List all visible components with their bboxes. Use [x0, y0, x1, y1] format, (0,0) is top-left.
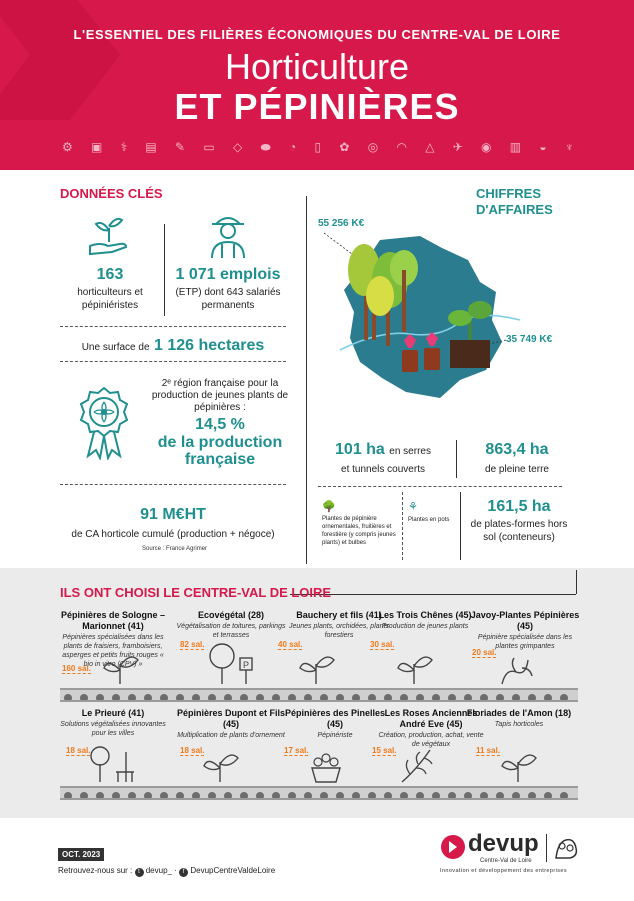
horticulteurs-value: 163	[96, 266, 124, 283]
serres-label-b: et tunnels couverts	[341, 464, 425, 475]
gear-icon: ⚙	[62, 140, 73, 154]
company-desc: Pépinières spécialisées dans les plants de fraisiers, framboisiers, asperges et petits fruits rouges « bio in vitro (CPV) »	[62, 634, 164, 668]
company-name: Le Prieuré (41)	[81, 708, 145, 718]
box-icon: ◇	[232, 140, 243, 154]
sprout-icon	[200, 746, 240, 784]
company-desc: Pépinériste	[317, 732, 353, 739]
connector-line	[576, 570, 577, 594]
company-name: Pépinières Dupont et Fils (45)	[176, 708, 286, 729]
employee-count: 18 sal.	[180, 746, 205, 755]
divider-vertical	[456, 440, 457, 478]
climbing-plant-icon	[496, 648, 536, 686]
social-prefix: Retrouvez-nous sur :	[58, 866, 133, 875]
plane-icon: ✈	[452, 140, 463, 154]
company-card	[176, 708, 286, 740]
tractor-icon: ◉	[481, 140, 492, 154]
pleine-terre-value: 863,4 ha	[485, 441, 549, 458]
company-name: Floriades de l'Amon (18)	[466, 708, 572, 718]
surface-prefix: Une surface de	[81, 342, 150, 353]
employee-count: 11 sal.	[476, 746, 501, 755]
park-bench-icon	[86, 744, 140, 784]
jobs-label: (ETP) dont 643 salariés permanents	[175, 287, 281, 311]
svg-text:P: P	[243, 660, 250, 670]
headset-icon: ◠	[396, 140, 407, 154]
employee-count: 17 sal.	[284, 746, 309, 755]
hors-sol-label: de plates-formes hors sol (conteneurs)	[470, 519, 568, 543]
bottle-icon: ▯	[314, 140, 322, 154]
conveyor-belt-top	[60, 688, 578, 702]
company-desc: Production de jeunes plants	[381, 623, 469, 630]
jobs-value: 1 071 emplois	[175, 266, 281, 283]
page-title-line2: ET PÉPINIÈRES	[174, 86, 460, 127]
company-card	[280, 708, 390, 740]
sprout-icon	[498, 746, 538, 784]
twitter-icon: t	[135, 868, 144, 877]
truck-icon: ▭	[203, 140, 215, 154]
company-name: Les Trois Chênes (45)	[378, 610, 472, 620]
ca-label: de CA horticole cumulé (production + négoce)	[71, 529, 275, 540]
region-value: 14,5 %	[195, 416, 245, 433]
company-name: Ecovégétal (28)	[197, 610, 265, 620]
revenue-pots-value: 35 749 K€	[506, 334, 553, 345]
legend-pots-label: Plantes en pots	[408, 517, 450, 523]
company-desc: Jeunes plants, orchidées, plants forestiers	[288, 623, 389, 639]
employee-count: 30 sal.	[370, 640, 395, 649]
fuel-icon: ◔	[288, 140, 297, 154]
company-card	[370, 610, 480, 631]
barrel-icon: ▥	[509, 140, 522, 154]
company-desc: Multiplication de plants d'ornement	[177, 732, 285, 739]
employee-count: 15 sal.	[372, 746, 397, 755]
company-desc: Création, production, achat, vente de végétaux	[378, 732, 484, 748]
leaf-branch-icon	[396, 746, 436, 784]
header-overline: L'ESSENTIEL DES FILIÈRES ÉCONOMIQUES DU CENTRE-VAL DE LOIRE	[73, 27, 561, 42]
company-name: Les Roses Anciennes André Eve (45)	[384, 708, 478, 729]
ca-value: 91 M€HT	[140, 506, 206, 523]
publication-date: OCT. 2023	[58, 848, 104, 861]
plant-icon: ✿	[339, 140, 350, 154]
award-rosette-icon	[74, 384, 134, 460]
horticulteurs-label: horticulteurs et pépiniéristes	[77, 287, 143, 311]
chip-icon: ▣	[91, 140, 103, 154]
pot-legend-icon: ⚘	[408, 501, 418, 513]
serres-value: 101 ha	[335, 441, 385, 458]
globe-icon: ◎	[367, 140, 379, 154]
cheese-icon: ◒	[539, 140, 547, 154]
company-card	[58, 708, 168, 738]
devup-logo	[440, 828, 580, 878]
company-desc: Solutions végétalisées innovantes pour les villes	[60, 721, 166, 737]
company-name: Javoy-Plantes Pépinières (45)	[470, 610, 580, 631]
sprout-icon	[394, 648, 434, 686]
revenue-title	[476, 186, 553, 218]
companies-title: ILS ONT CHOISI LE CENTRE-VAL DE LOIRE	[60, 585, 332, 600]
legend-trees-label: Plantes de pépinière ornementales, fruitières et forestière (y compris jeunes plants) et bulbes	[322, 516, 396, 546]
revenue-title-line1: CHIFFRES	[476, 186, 541, 201]
car-icon: ⬬	[260, 139, 271, 154]
devup-logo-mark	[440, 834, 466, 860]
source-note: Source : France Agrimer	[142, 546, 208, 552]
sprout-icon	[296, 648, 336, 686]
sector-icon-strip	[62, 136, 574, 158]
company-name: Pépinières des Pinelles (45)	[284, 708, 386, 729]
region-value-label: de la production française	[157, 434, 283, 468]
divider-vertical	[164, 224, 165, 316]
key-data-title: DONNÉES CLÉS	[60, 186, 163, 201]
devup-logo-text: devup	[468, 830, 539, 857]
tree-legend-icon: 🌳	[322, 501, 336, 513]
region-emblem-icon	[552, 832, 580, 862]
twitter-handle[interactable]: devup_	[145, 866, 172, 875]
divider-vertical	[460, 492, 461, 560]
company-desc: Tapis horticoles	[494, 721, 544, 728]
devup-logo-sub: Centre-Val de Loire	[480, 858, 532, 864]
company-desc: Végétalisation de toitures, parkings et terrasses	[176, 623, 286, 639]
revenue-trees-value: 55 256 K€	[318, 218, 365, 229]
company-card	[464, 708, 574, 729]
divider	[60, 361, 286, 362]
hors-sol-value: 161,5 ha	[487, 498, 551, 515]
tree-parking-icon	[200, 640, 260, 686]
employee-count: 160 sal.	[62, 664, 91, 673]
serres-label-a: en serres	[389, 446, 431, 457]
company-card	[176, 610, 286, 640]
divider	[60, 326, 286, 327]
devup-tagline: Innovation et développement des entreprises	[440, 868, 567, 874]
page-title-line1: Horticulture	[224, 46, 410, 87]
divider-vertical	[402, 492, 403, 560]
employee-count: 20 sal.	[472, 648, 497, 657]
hand-plant-icon	[86, 212, 132, 258]
divider	[60, 484, 286, 485]
facebook-handle[interactable]: DevupCentreValdeLoire	[190, 866, 276, 875]
column-divider	[306, 196, 307, 564]
region-text: 2ᵉ région française pour la production de jeunes plants de pépinières :	[151, 378, 289, 413]
flower-basket-icon	[306, 746, 346, 784]
lab-icon: △	[425, 140, 435, 154]
pleine-terre-label: de pleine terre	[485, 464, 549, 475]
logo-divider	[546, 834, 547, 862]
wine-icon: ♆	[564, 140, 574, 154]
company-desc: Pépinière spécialisée dans les plantes grimpantes	[477, 634, 573, 650]
revenue-title-line2: D'AFFAIRES	[476, 202, 553, 217]
factory-icon: ▤	[145, 140, 157, 154]
wrench-icon: ✎	[175, 140, 186, 154]
connector-line	[290, 594, 576, 595]
separator: ·	[174, 866, 177, 875]
surface-value: 1 126 hectares	[153, 337, 265, 354]
social-links	[58, 866, 275, 877]
sprout-icon	[100, 648, 140, 686]
farmer-icon	[206, 210, 250, 260]
company-name: Bauchery et fils (41)	[296, 610, 382, 620]
conveyor-belt-bottom	[60, 786, 578, 800]
stethoscope-icon: ⚕	[120, 140, 128, 154]
employee-count: 18 sal.	[66, 746, 91, 755]
employee-count: 82 sal.	[180, 640, 205, 649]
facebook-icon: f	[179, 868, 188, 877]
header-banner	[0, 0, 634, 170]
company-name: Pépinières de Sologne – Marionnet (41)	[60, 610, 166, 631]
region-map-illustration	[320, 230, 520, 410]
divider	[318, 486, 562, 487]
employee-count: 40 sal.	[278, 640, 303, 649]
company-card	[470, 610, 580, 651]
